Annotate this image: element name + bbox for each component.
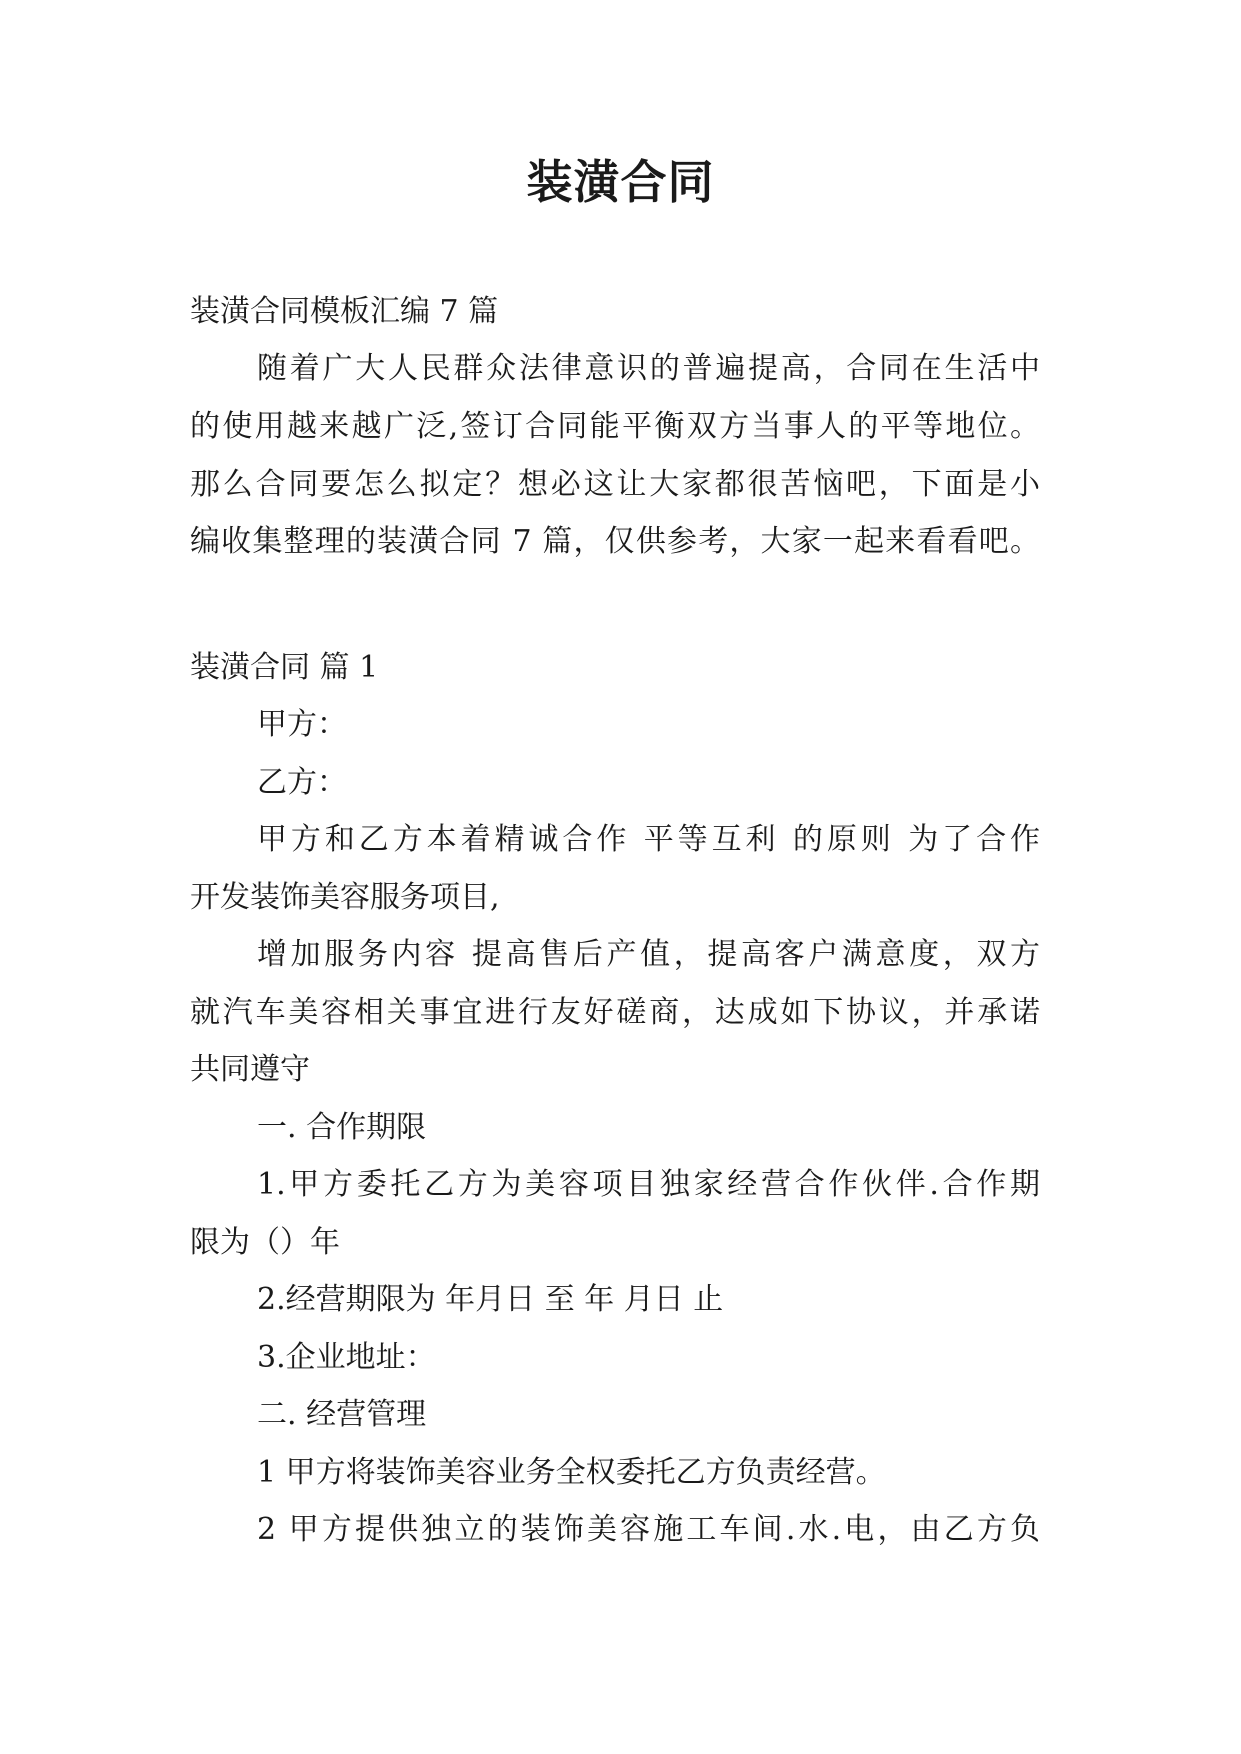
paragraph-line: 就汽车美容相关事宜进行友好磋商，达成如下协议，并承诺 [190,995,1040,1030]
clause-line: 2.经营期限为 年月日 至 年 月日 止 [257,1282,724,1317]
paragraph-line: 那么合同要怎么拟定？想必这让大家都很苦恼吧，下面是小 [190,467,1040,502]
paragraph-line: 共同遵守 [190,1052,310,1087]
clause-heading: 二. 经营管理 [257,1397,427,1432]
paragraph-line: 的使用越来越广泛,签订合同能平衡双方当事人的平等地位。 [190,409,1040,444]
section-heading: 装潢合同 篇 1 [190,650,379,685]
paragraph-line: 增加服务内容 提高售后产值，提高客户满意度，双方 [257,937,1040,972]
clause-line: 1.甲方委托乙方为美容项目独家经营合作伙伴.合作期 [257,1167,1040,1202]
party-a-label: 甲方： [257,707,347,742]
paragraph-line: 开发装饰美容服务项目, [190,880,500,915]
document-title: 装潢合同 [526,155,715,209]
paragraph-line: 随着广大人民群众法律意识的普遍提高，合同在生活中 [257,351,1040,386]
clause-line: 限为（）年 [190,1225,340,1260]
subtitle-line: 装潢合同模板汇编 7 篇 [190,294,499,329]
clause-heading: 一. 合作期限 [257,1110,427,1145]
clause-line: 3.企业地址： [257,1340,436,1375]
clause-line: 2 甲方提供独立的装饰美容施工车间.水.电，由乙方负 [257,1512,1040,1547]
paragraph-line: 编收集整理的装潢合同 7 篇，仅供参考，大家一起来看看吧。 [190,524,1040,559]
paragraph-line: 甲方和乙方本着精诚合作 平等互利 的原则 为了合作 [257,822,1040,857]
party-b-label: 乙方： [257,765,347,800]
clause-line: 1 甲方将装饰美容业务全权委托乙方负责经营。 [257,1455,886,1490]
